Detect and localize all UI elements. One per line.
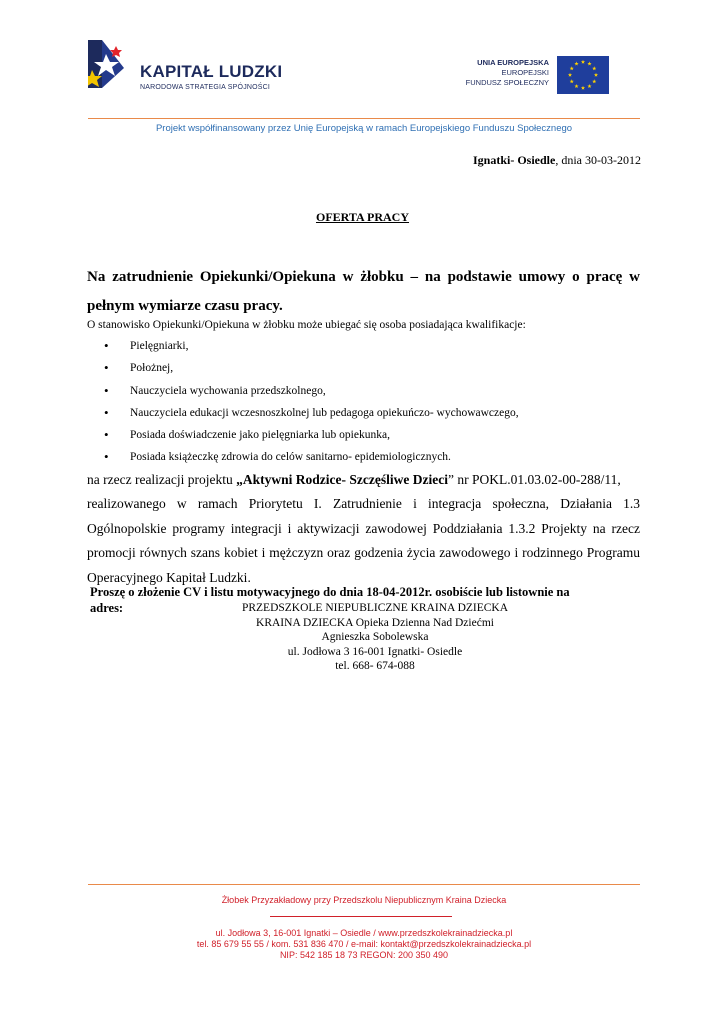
footer-address: ul. Jodłowa 3, 16-001 Ignatki – Osiedle / www.przedszkolekrainadziecka.pl — [215, 928, 513, 938]
eu-star-icon — [574, 62, 578, 66]
recipient-address — [0, 601, 725, 674]
header-cofinancing-note: Projekt współfinansowany przez Unię Europejską w ramach Europejskiego Funduszu Społecznego — [155, 123, 573, 134]
list-item: • Nauczyciela wychowania przedszkolnego, — [104, 380, 519, 402]
address-line: ul. Jodłowa 3 16-001 Ignatki- Osiedle — [287, 645, 463, 658]
eu-efs-logo — [440, 52, 615, 100]
date-value: , dnia 30-03-2012 — [555, 153, 641, 167]
application-instructions: Proszę o złożenie CV i listu motywacyjnego do dnia 18-04-2012r. osobiście lub listownie na — [90, 585, 570, 599]
date-place: Ignatki- Osiedle — [473, 153, 556, 167]
eu-flag-icon — [557, 56, 609, 94]
address-line: tel. 668- 674-088 — [335, 660, 415, 673]
address-line: PRZEDSZKOLE NIEPUBLICZNE KRAINA DZIECKA — [241, 602, 509, 614]
kapital-ludzki-subtitle: NARODOWA STRATEGIA SPÓJNOŚCI — [140, 84, 271, 91]
list-item: • Pielęgniarki, — [104, 335, 519, 357]
footer-title: Żłobek Przyzakładowy przy Przedszkolu Niepublicznym Kraina Dziecka — [221, 895, 507, 905]
eu-star-icon — [581, 60, 585, 64]
list-item: • Posiada książeczkę zdrowia do celów sanitarno- epidemiologicznych. — [104, 446, 519, 468]
eu-star-icon — [570, 66, 574, 70]
eu-star-icon — [587, 62, 591, 66]
offer-heading: Na zatrudnienie Opiekunki/Opiekuna w żłobku – na podstawie umowy o pracę w pełnym wymiarze czasu pracy. — [87, 269, 640, 314]
eu-stars-icon — [557, 56, 609, 94]
footer-phone-email: tel. 85 679 55 55 / kom. 531 836 470 / e-mail: kontakt@przedszkolekrainadziecka.pl — [196, 939, 532, 949]
list-item: • Nauczyciela edukacji wczesnoszkolnej lub pedagoga opiekuńczo- wychowawczego, — [104, 402, 519, 424]
project-suffix: ” nr POKL.01.03.02-00-288/11, — [447, 472, 621, 487]
project-paragraph — [87, 468, 640, 590]
eu-star-icon — [592, 66, 596, 70]
footer-divider — [88, 884, 640, 885]
qualifications-list — [104, 335, 519, 469]
eu-logo-line2: EUROPEJSKI — [501, 68, 549, 77]
list-item: • Posiada doświadczenie jako pielęgniarka lub opiekunka, — [104, 424, 519, 446]
project-line-4: promocji równych szans kobiet i mężczyzn oraz godzenia życia zawodowego i rodzinnego Programu — [87, 545, 640, 561]
kapital-ludzki-logo — [88, 40, 288, 100]
eu-star-icon — [570, 79, 574, 83]
project-line-3: Ogólnopolskie programy integracji i aktywizacji zawodowej Poddziałania 1.3.2 Projekty na rzecz — [87, 520, 640, 536]
qualifications-intro: O stanowisko Opiekunki/Opiekuna w żłobku może ubiegać się osoba posiadająca kwalifikacje: — [87, 319, 526, 331]
footer-contact — [88, 928, 640, 961]
eu-star-icon — [574, 84, 578, 88]
address-line: KRAINA DZIECKA Opieka Dzienna Nad Dziećmi — [256, 616, 494, 629]
project-line-5: Operacyjnego Kapitał Ludzki. — [87, 569, 251, 585]
page-title: OFERTA PRACY — [315, 210, 410, 224]
list-item: • Położnej, — [104, 357, 519, 379]
project-prefix: na rzecz realizacji projektu — [87, 472, 237, 487]
eu-logo-line1: UNIA EUROPEJSKA — [477, 58, 549, 67]
address-line: Agnieszka Sobolewska — [321, 631, 429, 644]
project-line-1 — [87, 468, 640, 492]
footer-tax-ids: NIP: 542 185 18 73 REGON: 200 350 490 — [279, 950, 449, 960]
eu-star-icon — [587, 84, 591, 88]
header-divider — [88, 118, 640, 119]
kapital-ludzki-title: KAPITAŁ LUDZKI — [140, 62, 283, 81]
eu-star-icon — [581, 86, 585, 90]
kapital-ludzki-emblem-icon — [88, 40, 134, 100]
eu-star-icon — [568, 73, 572, 77]
eu-star-icon — [592, 79, 596, 83]
eu-star-icon — [594, 73, 598, 77]
eu-logo-line3: FUNDUSZ SPOŁECZNY — [465, 78, 549, 87]
project-name: „Aktywni Rodzice- Szczęśliwe Dzieci — [236, 472, 448, 487]
application-address-label: adres: — [90, 601, 124, 615]
eu-logo-text — [466, 58, 549, 88]
footer-separator — [270, 916, 452, 917]
project-line-2: realizowanego w ramach Priorytetu I. Zatrudnienie i integracja społeczna, Działania 1.3 — [87, 496, 640, 512]
date-line — [473, 153, 641, 168]
